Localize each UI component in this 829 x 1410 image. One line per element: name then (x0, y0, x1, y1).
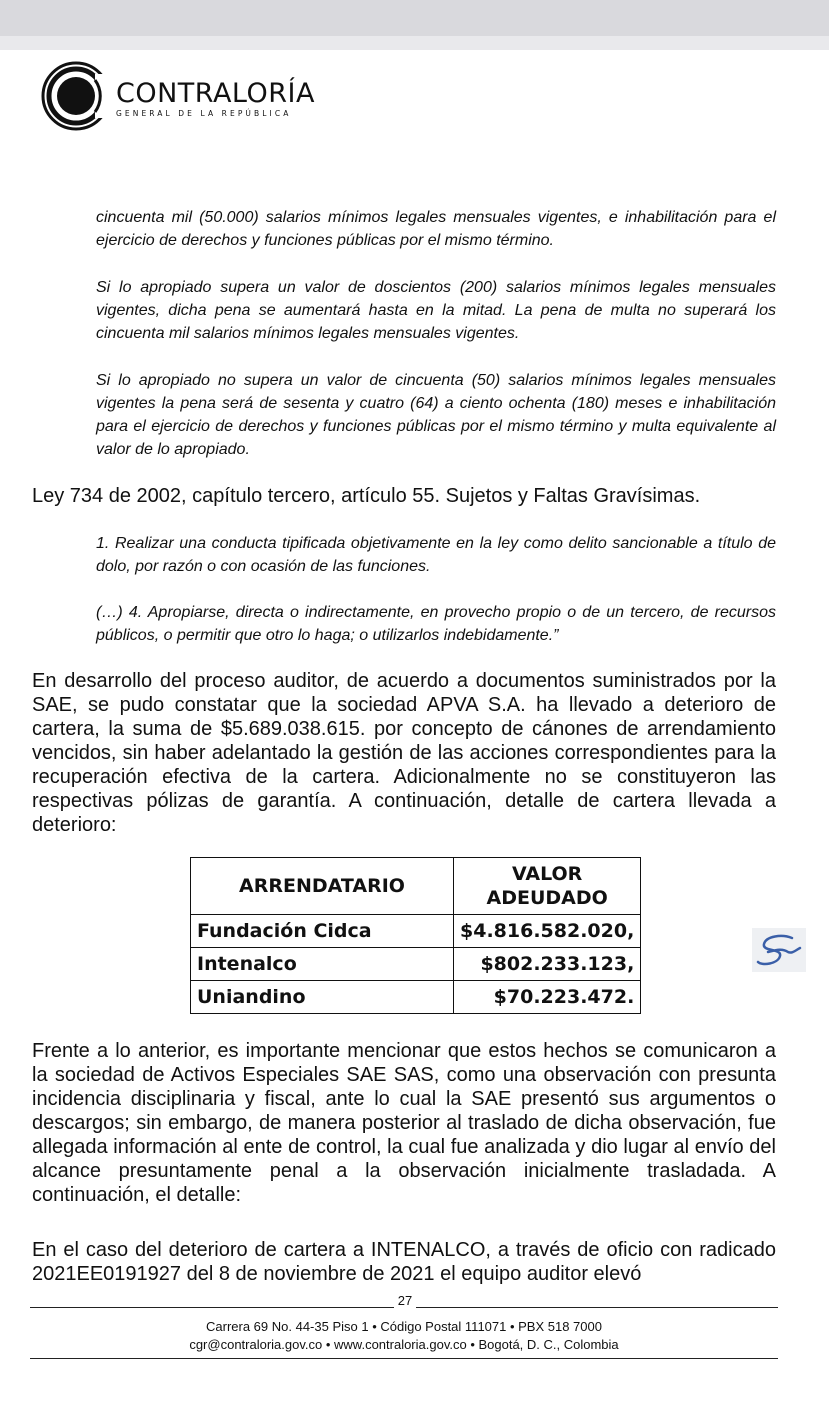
table-row (191, 915, 641, 948)
logo-name: CONTRALORÍA (116, 78, 315, 109)
quote-paragraph-3: Si lo apropiado no supera un valor de cincuenta (50) salarios mínimos legales mensuales vigentes la pena será de sesenta y cuatro (64) a ciento ochenta (180) meses e inhabilitación para el ejercicio de derechos y funciones públicas por el mismo término y multa equivalente al valor de lo apropiado. (96, 372, 776, 458)
table-header-valor: VALOR ADEUDADO (454, 858, 641, 915)
table-cell-value: $802.233.123, (454, 948, 641, 981)
table-row (191, 981, 641, 1014)
viewer-top-bar (0, 0, 829, 50)
footer-address: Carrera 69 No. 44-35 Piso 1 • Código Postal 111071 • PBX 518 7000 (206, 1319, 602, 1334)
table-cell-name: Uniandino (191, 981, 454, 1014)
quote-paragraph-2: Si lo apropiado supera un valor de doscientos (200) salarios mínimos legales mensuales vigentes, dicha pena se aumentará hasta en la mitad. La pena de multa no superará los cincuenta mil salarios mínimos legales mensuales vigentes. (96, 279, 776, 342)
law-heading: Ley 734 de 2002, capítulo tercero, artículo 55. Sujetos y Faltas Gravísimas. (32, 485, 701, 507)
table-header-arrendatario: ARRENDATARIO (191, 858, 454, 915)
deterioro-table (190, 857, 641, 1014)
logo-subtitle: GENERAL DE LA REPÚBLICA (116, 109, 292, 118)
quote-paragraph-5: (…) 4. Apropiarse, directa o indirectamente, en provecho propio o de un tercero, de recursos públicos, o permitir que otro lo haga; o utilizarlos indebidamente.” (96, 604, 776, 644)
table-header-row (191, 858, 641, 915)
viewer-top-bar-edge (0, 36, 829, 50)
quote-paragraph-1: cincuenta mil (50.000) salarios mínimos legales mensuales vigentes, e inhabilitación para el ejercicio de derechos y funciones públicas por el mismo término. (96, 209, 776, 249)
body-paragraph-2: Frente a lo anterior, es importante mencionar que estos hechos se comunicaron a la sociedad de Activos Especiales SAE SAS, como una observación con presunta incidencia disciplinaria y fiscal, ante lo cual la SAE presentó sus argumentos o descargos; sin embargo, de manera posterior al traslado de dicha observación, fue allegada información al ente de control, la cual fue analizada y dio lugar al envío del alcance presuntamente penal a la observación inicialmente trasladada. A continuación, el detalle: (32, 1040, 776, 1206)
table-cell-name: Fundación Cidca (191, 915, 454, 948)
table-row (191, 948, 641, 981)
page-number-text: 27 (394, 1293, 416, 1308)
contraloria-logo (40, 60, 340, 130)
table-cell-value: $70.223.472. (454, 981, 641, 1014)
table-cell-name: Intenalco (191, 948, 454, 981)
contraloria-emblem-icon (40, 60, 112, 132)
body-paragraph-3: En el caso del deterioro de cartera a INTENALCO, a través de oficio con radicado 2021EE0191927 del 8 de noviembre de 2021 el equipo auditor elevó (32, 1239, 776, 1285)
body-paragraph-1: En desarrollo del proceso auditor, de acuerdo a documentos suministrados por la SAE, se pudo constatar que la sociedad APVA S.A. ha llevado a deterioro de cartera, la suma de $5.689.038.615. por concepto de cánones de arrendamiento vencidos, sin haber adelantado la gestión de las acciones correspondientes para la recuperación efectiva de la cartera. Adicionalmente no se constituyeron las respectivas pólizas de garantía. A continuación, detalle de cartera llevada a deterioro: (32, 670, 776, 836)
signature-icon (752, 928, 806, 972)
footer-divider-bottom (30, 1358, 778, 1359)
table-cell-value: $4.816.582.020, (454, 915, 641, 948)
footer-contact: cgr@contraloria.gov.co • www.contraloria.gov.co • Bogotá, D. C., Colombia (189, 1337, 619, 1352)
page-number (0, 1293, 810, 1308)
quote-paragraph-4: 1. Realizar una conducta tipificada objetivamente en la ley como delito sancionable a título de dolo, por razón o con ocasión de las funciones. (96, 535, 776, 575)
